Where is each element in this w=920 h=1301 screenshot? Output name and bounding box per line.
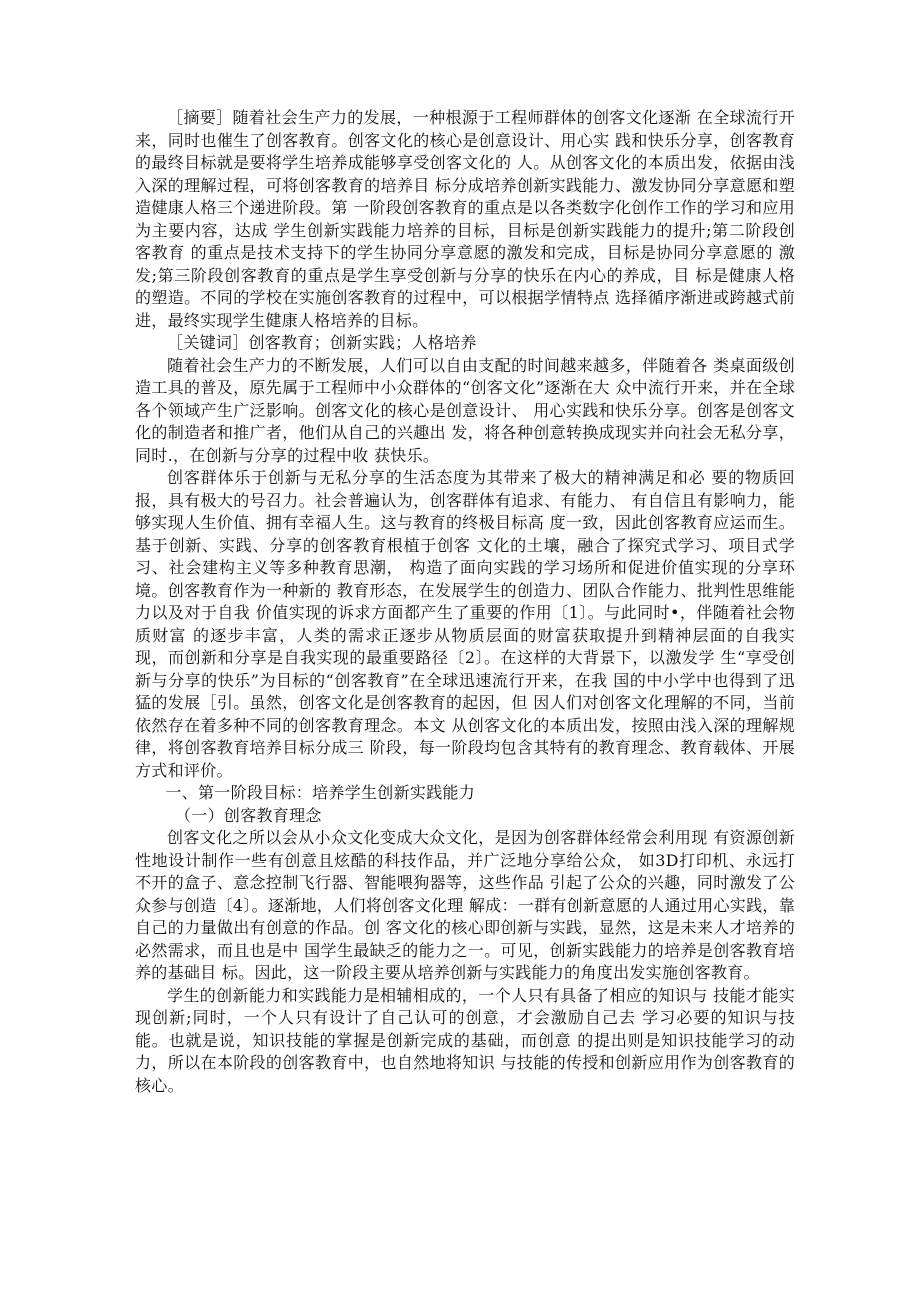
- body-paragraph-2: 创客群体乐于创新与无私分享的生活态度为其带来了极大的精神满足和必 要的物质回报，具有极大的号召力。社会普遍认为，创客群体有追求、有能力、 有自信且有影响力，能够实现人生价值、拥有幸福人生。这与教育的终极目标高 度一致，因此创客教育应运而生。基于创新、实践、分享的创客教育根植于创客 文化的土壤，融合了探究式学习、项目式学习、社会建构主义等多种教育思潮， 构造了面向实践的学习场所和促进价值实现的分享环境。创客教育作为一种新的 教育形态，在发展学生的创造力、团队合作能力、批判性思维能力以及对于自我 价值实现的诉求方面都产生了重要的作用〔1〕。与此同时•，伴随着社会物质财富 的逐步丰富，人类的需求正逐步从物质层面的财富获取提升到精神层面的自我实 现，而创新和分享是自我实现的最重要路径〔2〕。在这样的大背景下，以激发学 生“享受创新与分享的快乐”为目标的“创客教育”在全球迅速流行开来，在我 国的中小学中也得到了迅猛的发展［引。虽然，创客文化是创客教育的起因，但 因人们对创客文化理解的不同，当前依然存在着多种不同的创客教育理念。本文 从创客文化的本质出发，按照由浅入深的理解规律，将创客教育培养目标分成三 阶段，每一阶段均包含其特有的教育理念、教育载体、开展方式和评价。: [135, 468, 795, 780]
- subsection-heading-1-1: （一）创客教育理念: [175, 805, 322, 825]
- keywords-line: ［关键词］创客教育；创新实践；人格培养: [167, 333, 477, 352]
- abstract-paragraph: ［摘要］随着社会生产力的发展，一种根源于工程师群体的创客文化逐渐 在全球流行开来，同时也催生了创客教育。创客文化的核心是创意设计、用心实 践和快乐分享，创客教育的最终目标就是要将学生培养成能够享受创客文化的 人。从创客文化的本质出发，依据由浅入深的理解过程，可将创客教育的培养目 标分成培养创新实践能力、激发协同分享意愿和塑造健康人格三个递进阶段。第 一阶段创客教育的重点是以各类数字化创作工作的学习和应用为主要内容，达成 学生创新实践能力培养的目标，目标是创新实践能力的提升;第二阶段创客教育 的重点是技术支持下的学生协同分享意愿的激发和完成，目标是协同分享意愿的 激发;第三阶段创客教育的重点是学生享受创新与分享的快乐在内心的养成，目 标是健康人格的塑造。不同的学校在实施创客教育的过程中，可以根据学情特点 选择循序渐进或跨越式前进，最终实现学生健康人格培养的目标。: [135, 108, 795, 330]
- section-heading-1: 一、第一阶段目标：培养学生创新实践能力: [165, 783, 476, 802]
- body-paragraph-4: 学生的创新能力和实践能力是相辅相成的，一个人只有具备了相应的知识与 技能才能实现创新;同时，一个人只有设计了自己认可的创意，才会激励自己去 学习必要的知识与技能。也就是说，知识技能的掌握是创新完成的基础，而创意 的提出则是知识技能学习的动力，所以在本阶段的创客教育中，也自然地将知识 与技能的传授和创新应用作为创客教育的核心。: [135, 985, 795, 1095]
- body-paragraph-3: 创客文化之所以会从小众文化变成大众文化，是因为创客群体经常会利用现 有资源创新性地设计制作一些有创意且炫酷的科技作品，并广泛地分享给公众， 如3D打印机、永远打不开的盒子、意念控制飞行器、智能喂狗器等，这些作品 引起了公众的兴趣，同时激发了公众参与创造〔4〕。逐渐地，人们将创客文化理 解成：一群有创新意愿的人通过用心实践，靠自己的力量做出有创意的作品。创 客文化的核心即创新与实践，显然，这是未来人才培养的必然需求，而且也是中 国学生最缺乏的能力之一。可见，创新实践能力的培养是创客教育培养的基础目 标。因此，这一阶段主要从培养创新与实践能力的角度出发实施创客教育。: [135, 828, 795, 982]
- body-paragraph-1: 随着社会生产力的不断发展，人们可以自由支配的时间越来越多，伴随着各 类桌面级创造工具的普及，原先属于工程师中小众群体的“创客文化”逐渐在大 众中流行开来，并在全球各个领域产生广泛影响。创客文化的核心是创意设计、 用心实践和快乐分享。创客是创客文化的制造者和推广者，他们从自己的兴趣出 发，将各种创意转换成现实并向社会无私分享，同时.，在创新与分享的过程中收 获快乐。: [135, 355, 795, 465]
- document-body: [135, 107, 795, 1097]
